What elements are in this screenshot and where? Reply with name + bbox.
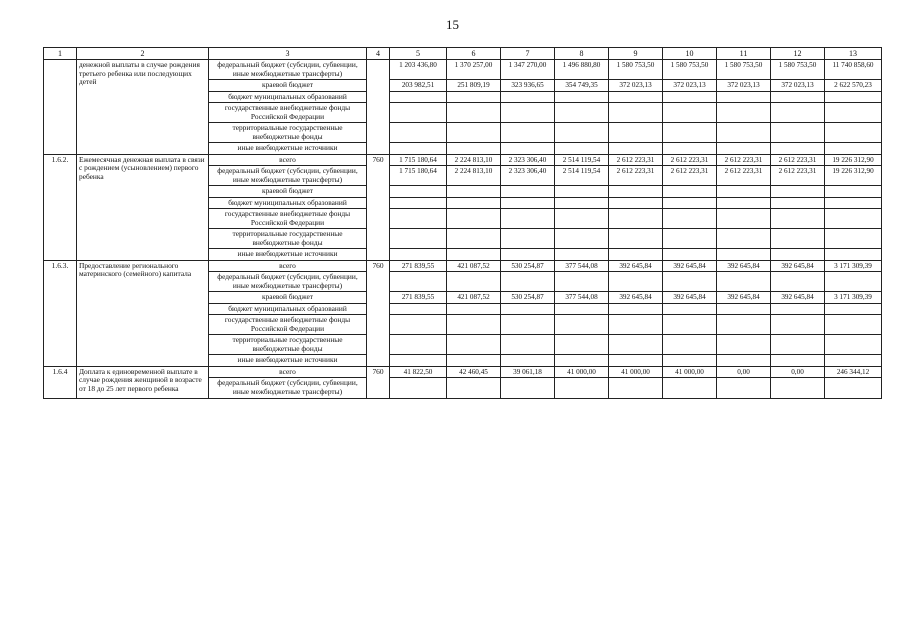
amount-cell	[501, 143, 555, 155]
amount-cell	[609, 123, 663, 143]
amount-cell	[717, 355, 771, 367]
amount-cell	[555, 249, 609, 261]
amount-cell: 392 645,84	[663, 260, 717, 272]
funding-source: федеральный бюджет (субсидии, субвенции, иные межбюджетные трансферты)	[209, 60, 367, 80]
amount-cell	[555, 197, 609, 209]
funding-source: бюджет муниципальных образований	[209, 303, 367, 315]
amount-cell	[663, 249, 717, 261]
amount-cell	[501, 91, 555, 103]
funding-source: государственные внебюджетные фонды Российской Федерации	[209, 103, 367, 123]
funding-source: краевой бюджет	[209, 186, 367, 198]
amount-cell: 377 544,08	[555, 260, 609, 272]
amount-cell	[825, 91, 882, 103]
amount-cell	[663, 91, 717, 103]
amount-cell	[663, 186, 717, 198]
amount-cell: 1 370 257,00	[447, 60, 501, 80]
amount-cell	[555, 209, 609, 229]
item-number: 1.6.3.	[44, 260, 77, 366]
amount-cell	[390, 335, 447, 355]
table-row	[44, 366, 882, 378]
amount-cell	[825, 197, 882, 209]
amount-cell	[609, 335, 663, 355]
amount-cell: 2 514 119,54	[555, 154, 609, 166]
amount-cell	[771, 229, 825, 249]
amount-cell: 2 224 813,10	[447, 154, 501, 166]
amount-cell	[771, 143, 825, 155]
amount-cell	[771, 378, 825, 398]
amount-cell: 251 809,19	[447, 80, 501, 92]
amount-cell: 392 645,84	[771, 260, 825, 272]
funding-source: всего	[209, 154, 367, 166]
amount-cell: 203 982,51	[390, 80, 447, 92]
amount-cell	[447, 355, 501, 367]
amount-cell: 19 226 312,90	[825, 154, 882, 166]
amount-cell	[447, 209, 501, 229]
amount-cell	[390, 186, 447, 198]
amount-cell	[555, 315, 609, 335]
funding-source: всего	[209, 260, 367, 272]
amount-cell: 3 171 309,39	[825, 292, 882, 304]
amount-cell	[501, 355, 555, 367]
amount-cell	[501, 303, 555, 315]
amount-cell	[825, 229, 882, 249]
amount-cell	[771, 303, 825, 315]
amount-cell	[771, 91, 825, 103]
amount-cell	[825, 355, 882, 367]
amount-cell	[390, 91, 447, 103]
column-header: 13	[825, 48, 882, 60]
amount-cell	[663, 103, 717, 123]
budget-table	[43, 47, 882, 399]
funding-source: федеральный бюджет (субсидии, субвенции, иные межбюджетные трансферты)	[209, 166, 367, 186]
amount-cell	[771, 186, 825, 198]
amount-cell	[555, 186, 609, 198]
amount-cell	[390, 249, 447, 261]
budget-code: 760	[367, 154, 390, 260]
amount-cell	[717, 186, 771, 198]
amount-cell	[609, 209, 663, 229]
item-number	[44, 60, 77, 155]
funding-source: федеральный бюджет (субсидии, субвенции, иные межбюджетные трансферты)	[209, 378, 367, 398]
amount-cell	[825, 143, 882, 155]
amount-cell	[390, 197, 447, 209]
amount-cell	[609, 91, 663, 103]
amount-cell	[447, 197, 501, 209]
amount-cell: 392 645,84	[717, 292, 771, 304]
column-header: 11	[717, 48, 771, 60]
item-name: денежной выплаты в случае рождения третьего ребенка или последующих детей	[77, 60, 209, 155]
column-header: 1	[44, 48, 77, 60]
amount-cell	[663, 272, 717, 292]
amount-cell	[555, 272, 609, 292]
amount-cell	[825, 315, 882, 335]
amount-cell	[717, 303, 771, 315]
amount-cell	[501, 315, 555, 335]
amount-cell: 392 645,84	[663, 292, 717, 304]
amount-cell: 372 023,13	[717, 80, 771, 92]
amount-cell	[609, 272, 663, 292]
column-header: 6	[447, 48, 501, 60]
amount-cell	[609, 249, 663, 261]
amount-cell: 2 612 223,31	[771, 154, 825, 166]
amount-cell	[390, 272, 447, 292]
amount-cell	[390, 303, 447, 315]
funding-source: федеральный бюджет (субсидии, субвенции, иные межбюджетные трансферты)	[209, 272, 367, 292]
amount-cell: 1 715 180,64	[390, 166, 447, 186]
amount-cell	[447, 272, 501, 292]
amount-cell	[717, 272, 771, 292]
amount-cell: 2 323 306,40	[501, 166, 555, 186]
amount-cell	[717, 123, 771, 143]
funding-source: бюджет муниципальных образований	[209, 197, 367, 209]
amount-cell: 2 612 223,31	[717, 154, 771, 166]
amount-cell	[663, 197, 717, 209]
item-number: 1.6.2.	[44, 154, 77, 260]
amount-cell	[663, 143, 717, 155]
amount-cell: 1 715 180,64	[390, 154, 447, 166]
amount-cell: 1 580 753,50	[717, 60, 771, 80]
amount-cell	[447, 186, 501, 198]
amount-cell	[825, 335, 882, 355]
amount-cell: 11 740 858,60	[825, 60, 882, 80]
amount-cell	[663, 355, 717, 367]
amount-cell: 2 612 223,31	[771, 166, 825, 186]
amount-cell	[717, 249, 771, 261]
amount-cell: 421 087,52	[447, 260, 501, 272]
amount-cell: 41 000,00	[609, 366, 663, 378]
amount-cell	[447, 103, 501, 123]
amount-cell: 392 645,84	[609, 260, 663, 272]
funding-source: всего	[209, 366, 367, 378]
amount-cell	[609, 103, 663, 123]
column-header: 3	[209, 48, 367, 60]
amount-cell: 2 612 223,31	[663, 166, 717, 186]
amount-cell	[771, 335, 825, 355]
funding-source: территориальные государственные внебюджетные фонды	[209, 335, 367, 355]
amount-cell	[771, 355, 825, 367]
amount-cell	[771, 103, 825, 123]
amount-cell	[717, 315, 771, 335]
amount-cell	[555, 143, 609, 155]
amount-cell	[825, 249, 882, 261]
column-header: 10	[663, 48, 717, 60]
amount-cell: 41 822,50	[390, 366, 447, 378]
amount-cell: 0,00	[717, 366, 771, 378]
column-header: 5	[390, 48, 447, 60]
amount-cell: 530 254,87	[501, 292, 555, 304]
amount-cell	[609, 197, 663, 209]
column-header: 8	[555, 48, 609, 60]
header-row	[44, 48, 882, 60]
funding-source: государственные внебюджетные фонды Российской Федерации	[209, 315, 367, 335]
amount-cell	[609, 303, 663, 315]
amount-cell: 39 061,18	[501, 366, 555, 378]
amount-cell	[609, 315, 663, 335]
amount-cell	[717, 197, 771, 209]
amount-cell	[609, 355, 663, 367]
table-body	[44, 48, 882, 399]
amount-cell	[501, 186, 555, 198]
amount-cell	[663, 123, 717, 143]
amount-cell: 421 087,52	[447, 292, 501, 304]
amount-cell	[501, 249, 555, 261]
amount-cell	[501, 103, 555, 123]
amount-cell	[771, 209, 825, 229]
amount-cell	[825, 303, 882, 315]
amount-cell	[447, 315, 501, 335]
amount-cell: 2 224 813,10	[447, 166, 501, 186]
amount-cell: 271 839,55	[390, 292, 447, 304]
amount-cell	[663, 209, 717, 229]
amount-cell	[390, 143, 447, 155]
amount-cell: 42 460,45	[447, 366, 501, 378]
amount-cell	[501, 229, 555, 249]
amount-cell: 271 839,55	[390, 260, 447, 272]
amount-cell: 2 612 223,31	[663, 154, 717, 166]
amount-cell	[771, 249, 825, 261]
amount-cell	[717, 335, 771, 355]
table-row	[44, 260, 882, 272]
amount-cell	[555, 335, 609, 355]
amount-cell	[447, 249, 501, 261]
amount-cell	[825, 123, 882, 143]
funding-source: бюджет муниципальных образований	[209, 91, 367, 103]
budget-code: 760	[367, 260, 390, 366]
amount-cell: 1 580 753,50	[771, 60, 825, 80]
amount-cell	[771, 197, 825, 209]
amount-cell: 246 344,12	[825, 366, 882, 378]
amount-cell	[825, 378, 882, 398]
amount-cell: 392 645,84	[609, 292, 663, 304]
amount-cell	[663, 229, 717, 249]
funding-source: иные внебюджетные источники	[209, 355, 367, 367]
amount-cell	[447, 143, 501, 155]
amount-cell: 1 203 436,80	[390, 60, 447, 80]
column-header: 7	[501, 48, 555, 60]
amount-cell: 41 000,00	[555, 366, 609, 378]
funding-source: иные внебюджетные источники	[209, 143, 367, 155]
amount-cell: 1 580 753,50	[663, 60, 717, 80]
amount-cell	[825, 272, 882, 292]
amount-cell	[771, 315, 825, 335]
amount-cell	[717, 103, 771, 123]
column-header: 9	[609, 48, 663, 60]
amount-cell: 1 496 880,80	[555, 60, 609, 80]
column-header: 4	[367, 48, 390, 60]
amount-cell: 377 544,08	[555, 292, 609, 304]
amount-cell	[447, 229, 501, 249]
amount-cell: 1 347 270,00	[501, 60, 555, 80]
amount-cell: 2 612 223,31	[609, 154, 663, 166]
table-row	[44, 154, 882, 166]
amount-cell	[717, 209, 771, 229]
amount-cell	[663, 335, 717, 355]
amount-cell: 2 622 570,23	[825, 80, 882, 92]
amount-cell	[555, 103, 609, 123]
funding-source: государственные внебюджетные фонды Российской Федерации	[209, 209, 367, 229]
amount-cell	[501, 272, 555, 292]
amount-cell	[390, 315, 447, 335]
amount-cell: 2 323 306,40	[501, 154, 555, 166]
amount-cell	[555, 229, 609, 249]
amount-cell	[663, 378, 717, 398]
amount-cell: 2 514 119,54	[555, 166, 609, 186]
amount-cell: 530 254,87	[501, 260, 555, 272]
item-name: Ежемесячная денежная выплата в связи с рождением (усыновлением) первого ребенка	[77, 154, 209, 260]
page-number: 15	[446, 17, 459, 32]
amount-cell	[825, 209, 882, 229]
amount-cell	[447, 91, 501, 103]
item-name: Предоставление регионального материнского (семейного) капитала	[77, 260, 209, 366]
amount-cell	[390, 378, 447, 398]
amount-cell	[717, 91, 771, 103]
amount-cell	[825, 186, 882, 198]
amount-cell	[555, 378, 609, 398]
amount-cell: 372 023,13	[663, 80, 717, 92]
amount-cell	[771, 272, 825, 292]
funding-source: краевой бюджет	[209, 80, 367, 92]
amount-cell: 354 749,35	[555, 80, 609, 92]
amount-cell	[501, 335, 555, 355]
funding-source: иные внебюджетные источники	[209, 249, 367, 261]
funding-source: территориальные государственные внебюджетные фонды	[209, 123, 367, 143]
amount-cell: 19 226 312,90	[825, 166, 882, 186]
item-number: 1.6.4	[44, 366, 77, 398]
amount-cell	[501, 197, 555, 209]
funding-source: территориальные государственные внебюджетные фонды	[209, 229, 367, 249]
amount-cell	[609, 143, 663, 155]
amount-cell	[501, 209, 555, 229]
amount-cell: 323 936,65	[501, 80, 555, 92]
amount-cell	[447, 335, 501, 355]
amount-cell	[555, 303, 609, 315]
column-header: 12	[771, 48, 825, 60]
item-name: Доплата к единовременной выплате в случае рождения женщиной в возрасте от 18 до 25 лет первого ребенка	[77, 366, 209, 398]
amount-cell: 2 612 223,31	[717, 166, 771, 186]
amount-cell	[447, 378, 501, 398]
amount-cell: 372 023,13	[771, 80, 825, 92]
amount-cell	[771, 123, 825, 143]
amount-cell	[663, 303, 717, 315]
amount-cell	[717, 143, 771, 155]
column-header: 2	[77, 48, 209, 60]
amount-cell: 1 580 753,50	[609, 60, 663, 80]
amount-cell	[555, 355, 609, 367]
amount-cell: 392 645,84	[717, 260, 771, 272]
amount-cell	[390, 355, 447, 367]
amount-cell: 2 612 223,31	[609, 166, 663, 186]
amount-cell	[609, 186, 663, 198]
amount-cell	[390, 123, 447, 143]
amount-cell: 41 000,00	[663, 366, 717, 378]
budget-code	[367, 60, 390, 155]
amount-cell	[390, 229, 447, 249]
amount-cell: 392 645,84	[771, 292, 825, 304]
amount-cell	[555, 91, 609, 103]
amount-cell	[390, 103, 447, 123]
amount-cell	[717, 229, 771, 249]
funding-source: краевой бюджет	[209, 292, 367, 304]
amount-cell	[717, 378, 771, 398]
amount-cell: 0,00	[771, 366, 825, 378]
amount-cell	[663, 315, 717, 335]
amount-cell	[555, 123, 609, 143]
amount-cell: 372 023,13	[609, 80, 663, 92]
amount-cell	[825, 103, 882, 123]
amount-cell	[447, 123, 501, 143]
table-row	[44, 60, 882, 80]
amount-cell	[609, 229, 663, 249]
amount-cell	[390, 209, 447, 229]
amount-cell	[501, 123, 555, 143]
amount-cell	[501, 378, 555, 398]
amount-cell: 3 171 309,39	[825, 260, 882, 272]
amount-cell	[609, 378, 663, 398]
budget-code: 760	[367, 366, 390, 398]
amount-cell	[447, 303, 501, 315]
